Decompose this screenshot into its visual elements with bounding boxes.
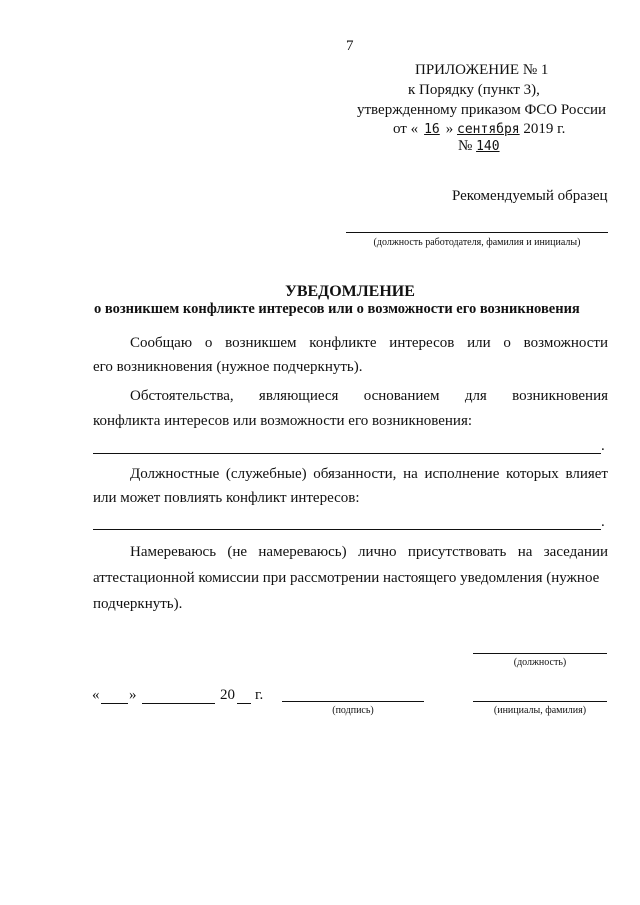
year-prefix: 20	[220, 687, 235, 703]
employer-caption: (должность работодателя, фамилия и инициалы)	[373, 237, 581, 248]
paragraph-4-line-2: аттестационной комиссии при рассмотрении настоящего уведомления (нужное	[93, 570, 600, 586]
duties-field-line[interactable]	[93, 529, 601, 530]
appendix-approved-by: утвержденному приказом ФСО России	[357, 102, 607, 118]
duties-period: .	[601, 514, 605, 530]
name-caption: (инициалы, фамилия)	[493, 705, 587, 716]
circumstances-period: .	[601, 438, 605, 454]
notice-title: УВЕДОМЛЕНИЕ	[285, 283, 415, 300]
position-field-line[interactable]	[473, 653, 607, 654]
appendix-order-ref: к Порядку (пункт 3),	[408, 82, 540, 98]
paragraph-4-line-1: Намереваюсь (не намереваюсь) лично присутствовать на заседании	[130, 544, 608, 560]
signature-caption: (подпись)	[332, 705, 374, 716]
number-prefix: №	[458, 138, 473, 154]
paragraph-2-line-2: конфликта интересов или возможности его возникновения:	[93, 413, 473, 429]
paragraph-1-line-2: его возникновения (нужное подчеркнуть).	[93, 359, 363, 375]
paragraph-3-line-1: Должностные (служебные) обязанности, на исполнение которых влияет	[130, 466, 608, 482]
date-close-quote: »	[129, 687, 137, 703]
appendix-number	[458, 138, 508, 155]
year-field[interactable]	[237, 703, 251, 704]
date-day-field[interactable]	[101, 703, 128, 704]
paragraph-3-line-2: или может повлиять конфликт интересов:	[93, 490, 360, 506]
employer-field-line[interactable]	[346, 232, 608, 233]
position-caption: (должность)	[513, 657, 567, 668]
notice-subtitle: о возникшем конфликте интересов или о возможности его возникновения	[94, 301, 580, 317]
date-month: сентября	[457, 122, 520, 137]
recommended-sample: Рекомендуемый образец	[452, 188, 608, 204]
paragraph-2-line-1: Обстоятельства, являющиеся основанием для возникновения	[130, 388, 608, 404]
appendix-date	[393, 121, 565, 138]
year-suffix: г.	[255, 687, 264, 703]
date-open-quote: «	[92, 687, 100, 703]
number-value: 140	[476, 139, 500, 154]
date-year: 2019 г.	[523, 121, 566, 137]
circumstances-field-line[interactable]	[93, 453, 601, 454]
name-field-line[interactable]	[473, 701, 607, 702]
appendix-title: ПРИЛОЖЕНИЕ № 1	[415, 62, 549, 78]
date-month-field[interactable]	[142, 703, 215, 704]
page-number: 7	[346, 38, 354, 54]
date-mid: »	[445, 121, 454, 137]
date-prefix: от «	[393, 121, 419, 137]
paragraph-1-line-1: Сообщаю о возникшем конфликте интересов или о возможности	[130, 335, 608, 351]
date-day: 16	[424, 122, 440, 137]
paragraph-4-line-3: подчеркнуть).	[93, 596, 183, 612]
signature-field-line[interactable]	[282, 701, 424, 702]
